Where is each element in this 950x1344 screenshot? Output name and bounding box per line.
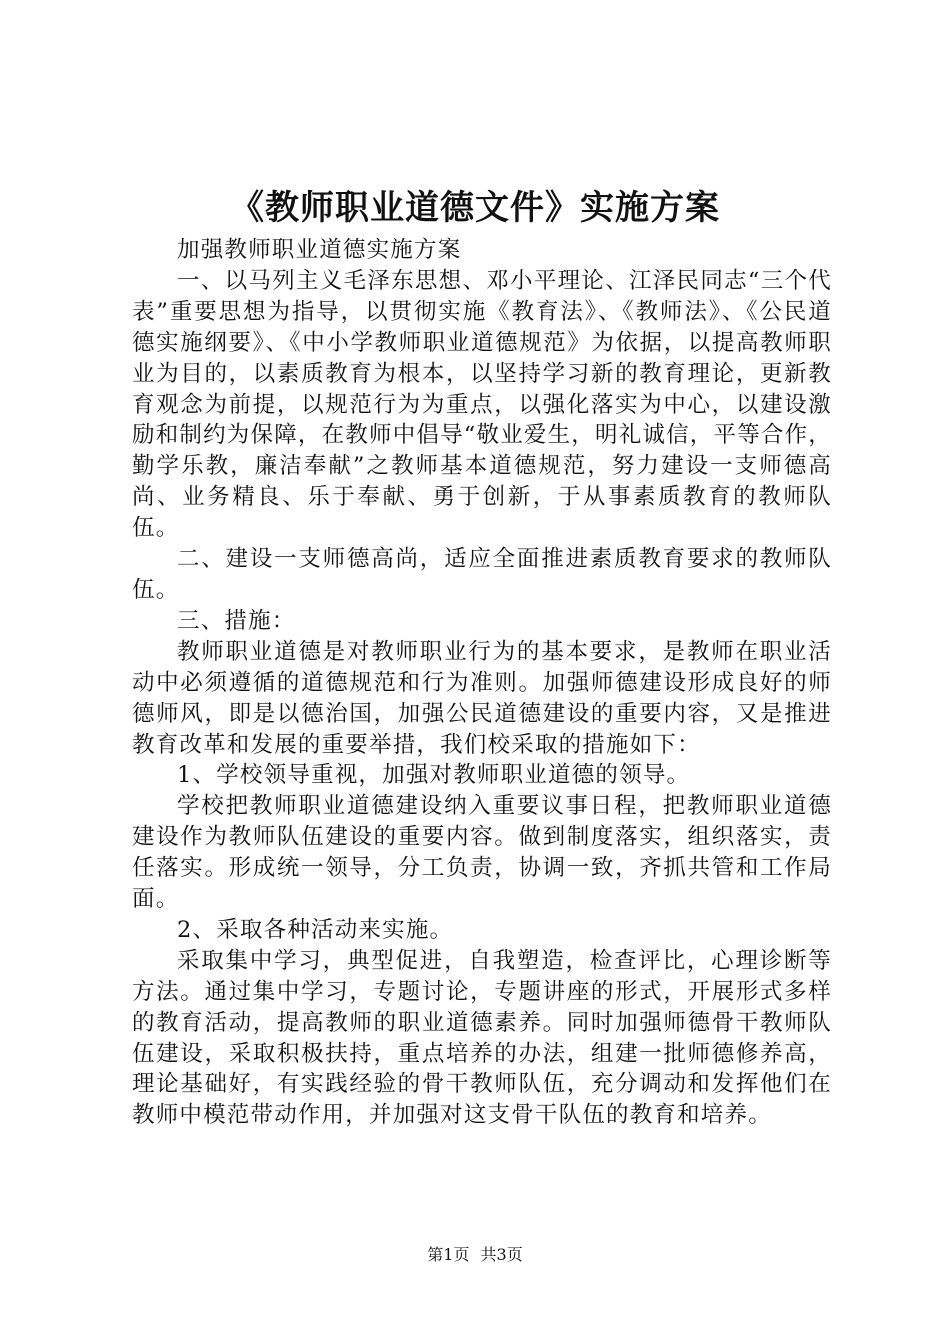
page-footer xyxy=(0,1244,950,1266)
section-two-paragraph: 二、建设一支师德高尚，适应全面推进素质教育要求的教师队伍。 xyxy=(132,546,832,603)
measure-two-paragraph: 采取集中学习，典型促进，自我塑造，检查评比，心理诊断等方法。通过集中学习，专题讨论，专题讲座的形式，开展形式多样的教育活动，提高教师的职业道德素养。同时加强师德骨干教师队伍建设，采取积极扶持，重点培养的办法，组建一批师德修养高，理论基础好，有实践经验的骨干教师队伍，充分调动和发挥他们在教师中模范带动作用，并加强对这支骨干队伍的教育和培养。 xyxy=(132,947,832,1129)
page-number: 第1页 xyxy=(427,1245,470,1264)
section-three-heading: 三、措施： xyxy=(177,607,296,634)
section-one-paragraph: 一、以马列主义毛泽东思想、邓小平理论、江泽民同志“三个代表”重要思想为指导，以贯彻实施《教育法》、《教师法》、《公民道德实施纲要》、《中小学教师职业道德规范》为依据，以提高教师职业为目的，以素质教育为根本，以坚持学习新的教育理论，更新教育观念为前提，以规范行为为重点，以强化落实为中心，以建设激励和制约为保障，在教师中倡导“敬业爱生，明礼诚信，平等合作，勤学乐教，廉洁奉献”之教师基本道德规范，努力建设一支师德高尚、业务精良、乐于奉献、勇于创新，于从事素质教育的教师队伍。 xyxy=(132,267,833,542)
document-body xyxy=(132,235,832,1131)
measure-two-heading: 2、采取各种活动来实施。 xyxy=(177,916,454,943)
subtitle-paragraph: 加强教师职业道德实施方案 xyxy=(177,237,462,263)
document-title: 《教师职业道德文件》实施方案 xyxy=(230,188,720,228)
measure-one-paragraph: 学校把教师职业道德建设纳入重要议事日程，把教师职业道德建设作为教师队伍建设的重要内容。做到制度落实，组织落实，责任落实。形成统一领导，分工负责，协调一致，齐抓共管和工作局面。 xyxy=(132,793,832,913)
measure-one-heading: 1、学校领导重视，加强对教师职业道德的领导。 xyxy=(177,762,691,789)
measures-intro-paragraph: 教师职业道德是对教师职业行为的基本要求，是教师在职业活动中必须遵循的道德规范和行为准则。加强师德建设形成良好的师德师风，即是以德治国，加强公民道德建设的重要内容，又是推进教育改革和发展的重要举措，我们校采取的措施如下： xyxy=(132,638,832,758)
page-total: 共3页 xyxy=(480,1245,523,1264)
